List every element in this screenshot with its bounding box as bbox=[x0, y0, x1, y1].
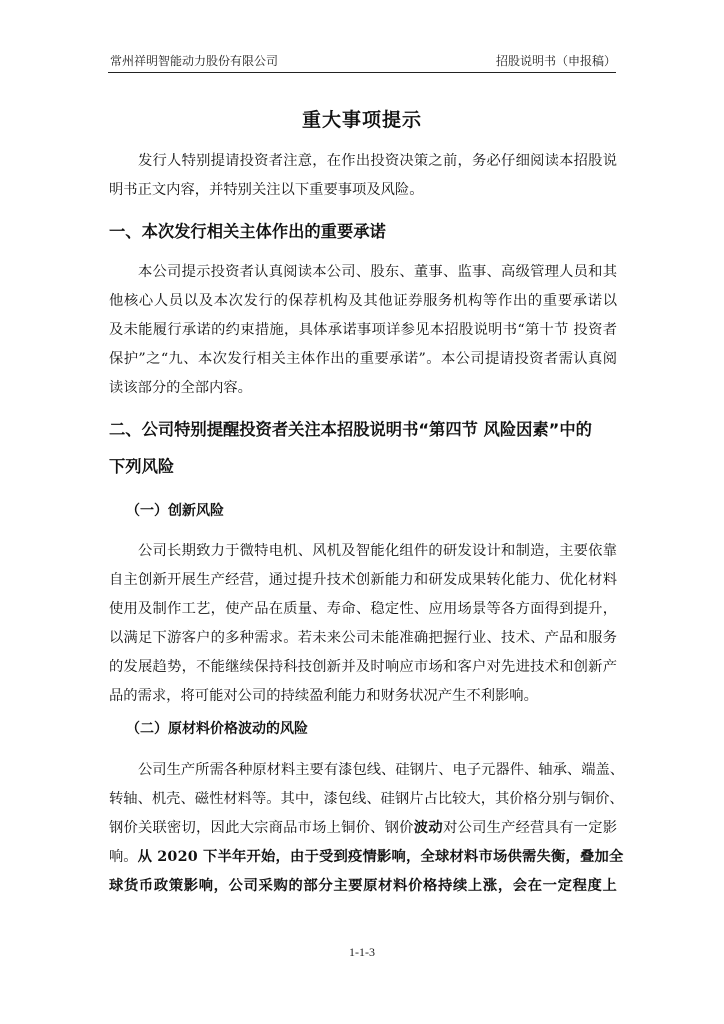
subsection1-line: 以满足下游客户的多种需求。若未来公司未能准确把握行业、技术、产品和服务 bbox=[109, 630, 617, 646]
section1-paragraph bbox=[109, 258, 617, 403]
subsection2-text: 对公司生产经营具有一定影 bbox=[443, 820, 618, 836]
subsection2-line bbox=[109, 843, 624, 872]
page-title: 重大事项提示 bbox=[301, 109, 422, 131]
subsection1-paragraph bbox=[109, 537, 617, 711]
section2-heading-line: 下列风险 bbox=[109, 457, 175, 476]
intro-line: 明书正文内容，并特别关注以下重要事项及风险。 bbox=[109, 182, 424, 198]
subsection2-heading: （二）原材料价格波动的风险 bbox=[126, 721, 308, 737]
subsection1-line: 公司长期致力于微特电机、风机及智能化组件的研发设计和制造，主要依靠 bbox=[138, 543, 617, 559]
subsection2-line bbox=[109, 814, 617, 843]
subsection2-line: 公司生产所需各种原材料主要有漆包线、硅钢片、电子元器件、轴承、端盖、 bbox=[138, 762, 625, 778]
intro-paragraph bbox=[109, 147, 617, 205]
subsection2-paragraph bbox=[109, 756, 625, 901]
subsection1-line: 品的需求，将可能对公司的持续盈利能力和财务状况产生不利影响。 bbox=[109, 688, 538, 704]
page-header bbox=[108, 50, 616, 73]
intro-line: 发行人特别提请投资者注意，在作出投资决策之前，务必仔细阅读本招股说 bbox=[138, 153, 617, 169]
section2-heading bbox=[109, 411, 617, 485]
subsection1-heading: （一）创新风险 bbox=[126, 503, 224, 519]
section1-line: 读该部分的全部内容。 bbox=[109, 380, 252, 396]
subsection1-line: 的发展趋势，不能继续保持科技创新并及时响应市场和客户对先进技术和创新产 bbox=[109, 659, 617, 675]
section1-line: 及未能履行承诺的约束措施，具体承诺事项详参见本招股说明书“第十节 投资者 bbox=[109, 322, 617, 338]
subsection2-text: 响。 bbox=[109, 849, 138, 865]
header-company-name: 常州祥明智能动力股份有限公司 bbox=[110, 54, 279, 68]
section1-line: 他核心人员以及本次发行的保荐机构及其他证券服务机构等作出的重要承诺以 bbox=[109, 293, 617, 309]
subsection2-text: 钢价关联密切，因此大宗商品市场上铜价、钢价 bbox=[109, 820, 414, 836]
subsection2-line bbox=[109, 872, 617, 901]
emphasized-text: 球货币政策影响，公司采购的部分主要原材料价格持续上涨，会在一定程度上 bbox=[109, 878, 617, 894]
section1-heading-text: 一、本次发行相关主体作出的重要承诺 bbox=[109, 222, 386, 241]
section2-heading-line: 二、公司特别提醒投资者关注本招股说明书“第四节 风险因素”中的 bbox=[109, 420, 592, 439]
section1-heading bbox=[109, 213, 617, 250]
section1-line: 保护”之“九、本次发行相关主体作出的重要承诺”。本公司提请投资者需认真阅 bbox=[109, 351, 617, 367]
subsection2-line: 转轴、机壳、磁性材料等。其中，漆包线、硅钢片占比较大，其价格分别与铜价、 bbox=[109, 791, 624, 807]
emphasized-text: 从 2020 下半年开始，由于受到疫情影响，全球材料市场供需失衡，叠加全 bbox=[137, 849, 624, 865]
subsection1-line: 使用及制作工艺，使产品在质量、寿命、稳定性、应用场景等各方面得到提升， bbox=[109, 601, 617, 617]
page-number: 1-1-3 bbox=[349, 945, 375, 959]
section1-line: 本公司提示投资者认真阅读本公司、股东、董事、监事、高级管理人员和其 bbox=[138, 264, 617, 280]
emphasized-text: 波动 bbox=[413, 820, 444, 836]
header-document-type: 招股说明书（申报稿） bbox=[495, 54, 616, 68]
subsection1-line: 自主创新开展生产经营，通过提升技术创新能力和研发成果转化能力、优化材料 bbox=[109, 572, 617, 588]
